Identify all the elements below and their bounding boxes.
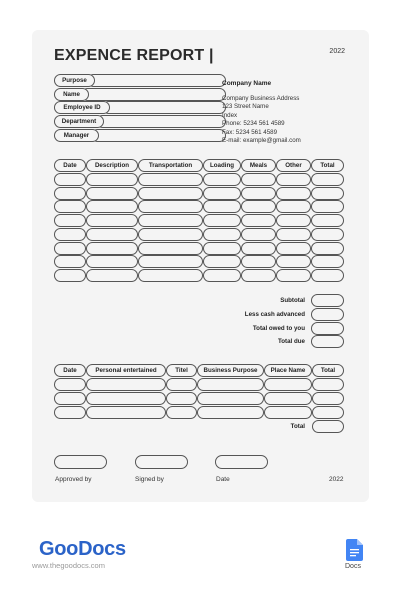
expense-cell[interactable]	[86, 269, 138, 282]
entertainment-cell[interactable]	[86, 392, 166, 405]
approved-by-field[interactable]	[54, 455, 107, 469]
info-field-input[interactable]	[91, 129, 226, 142]
expense-cell[interactable]	[138, 187, 203, 200]
entertainment-total-field[interactable]	[312, 420, 344, 433]
expense-cell[interactable]	[138, 173, 203, 186]
totals-label: Less cash advanced	[244, 310, 305, 318]
docs-label: Docs	[345, 563, 361, 570]
expense-cell[interactable]	[241, 173, 276, 186]
info-field-label: Employee ID	[54, 101, 110, 114]
entertainment-column-header: Place Name	[264, 364, 312, 377]
entertainment-cell[interactable]	[264, 378, 312, 391]
totals-value-field[interactable]	[311, 335, 344, 348]
expense-cell[interactable]	[54, 269, 86, 282]
report-title: EXPENCE REPORT |	[54, 47, 214, 64]
expense-cell[interactable]	[311, 214, 344, 227]
entertainment-column-header: Titel	[166, 364, 197, 377]
entertainment-cell[interactable]	[54, 406, 86, 419]
expense-column-header: Date	[54, 159, 86, 172]
expense-cell[interactable]	[54, 173, 86, 186]
expense-column-header: Transportation	[138, 159, 203, 172]
expense-cell[interactable]	[203, 187, 241, 200]
expense-cell[interactable]	[311, 228, 344, 241]
footer-year: 2022	[329, 476, 344, 483]
expense-cell[interactable]	[311, 242, 344, 255]
expense-cell[interactable]	[276, 255, 311, 268]
expense-cell[interactable]	[138, 200, 203, 213]
expense-cell[interactable]	[311, 269, 344, 282]
info-field-input[interactable]	[81, 88, 226, 101]
expense-cell[interactable]	[86, 173, 138, 186]
approved-by-label: Approved by	[55, 476, 92, 483]
expense-cell[interactable]	[241, 214, 276, 227]
expense-cell[interactable]	[311, 255, 344, 268]
company-address-line: Fax: 5234 561 4589	[222, 128, 278, 136]
google-docs-icon[interactable]	[346, 539, 363, 561]
totals-value-field[interactable]	[311, 308, 344, 321]
expense-cell[interactable]	[86, 255, 138, 268]
entertainment-column-header: Total	[312, 364, 344, 377]
expense-cell[interactable]	[54, 242, 86, 255]
expense-cell[interactable]	[203, 200, 241, 213]
expense-cell[interactable]	[241, 255, 276, 268]
entertainment-cell[interactable]	[264, 406, 312, 419]
expense-cell[interactable]	[203, 242, 241, 255]
expense-cell[interactable]	[138, 214, 203, 227]
expense-cell[interactable]	[241, 242, 276, 255]
info-field-label: Purpose	[54, 74, 95, 87]
info-field-label: Name	[54, 88, 89, 101]
expense-cell[interactable]	[86, 228, 138, 241]
expense-cell[interactable]	[276, 200, 311, 213]
expense-cell[interactable]	[276, 242, 311, 255]
expense-cell[interactable]	[138, 269, 203, 282]
expense-cell[interactable]	[54, 255, 86, 268]
entertainment-cell[interactable]	[166, 406, 197, 419]
expense-cell[interactable]	[241, 200, 276, 213]
company-address-line: 123 Street Name	[222, 103, 269, 111]
expense-cell[interactable]	[276, 269, 311, 282]
expense-cell[interactable]	[203, 228, 241, 241]
signed-by-label: Signed by	[135, 476, 164, 483]
entertainment-total-label: Total	[290, 423, 305, 431]
expense-cell[interactable]	[86, 242, 138, 255]
website-link[interactable]: www.thegoodocs.com	[32, 561, 105, 570]
goodocs-logo[interactable]: GooDocs	[39, 538, 126, 560]
info-field-input[interactable]	[87, 74, 226, 87]
report-year: 2022	[329, 48, 345, 55]
expense-column-header: Loading	[203, 159, 241, 172]
expense-cell[interactable]	[276, 173, 311, 186]
expense-cell[interactable]	[276, 187, 311, 200]
company-address-block	[222, 95, 301, 145]
entertainment-cell[interactable]	[197, 392, 264, 405]
signed-by-field[interactable]	[135, 455, 188, 469]
company-address-line: Company Business Address	[222, 95, 300, 102]
entertainment-cell[interactable]	[86, 406, 166, 419]
entertainment-cell[interactable]	[197, 378, 264, 391]
expense-cell[interactable]	[203, 255, 241, 268]
info-field-label: Manager	[54, 129, 99, 142]
report-page	[32, 30, 369, 502]
expense-cell[interactable]	[203, 269, 241, 282]
company-name: Company Name	[222, 80, 272, 87]
entertainment-cell[interactable]	[166, 392, 197, 405]
expense-cell[interactable]	[241, 187, 276, 200]
company-address-line: Index	[222, 111, 238, 119]
expense-column-header: Total	[311, 159, 344, 172]
entertainment-cell[interactable]	[54, 392, 86, 405]
entertainment-column-header: Date	[54, 364, 86, 377]
entertainment-cell[interactable]	[264, 392, 312, 405]
expense-cell[interactable]	[203, 173, 241, 186]
company-address-line: Phone: 5234 561 4589	[222, 120, 285, 128]
expense-cell[interactable]	[241, 228, 276, 241]
expense-cell[interactable]	[86, 200, 138, 213]
entertainment-cell[interactable]	[312, 406, 344, 419]
expense-cell[interactable]	[311, 173, 344, 186]
company-address-line: E-mail: example@gmail.com	[222, 137, 301, 145]
expense-cell[interactable]	[311, 200, 344, 213]
expense-cell[interactable]	[138, 255, 203, 268]
expense-cell[interactable]	[86, 214, 138, 227]
totals-label: Total owed to you	[252, 324, 305, 332]
entertainment-cell[interactable]	[166, 378, 197, 391]
entertainment-cell[interactable]	[197, 406, 264, 419]
expense-cell[interactable]	[54, 214, 86, 227]
expense-cell[interactable]	[54, 228, 86, 241]
expense-cell[interactable]	[311, 187, 344, 200]
expense-cell[interactable]	[54, 187, 86, 200]
expense-cell[interactable]	[138, 242, 203, 255]
totals-value-field[interactable]	[311, 294, 344, 307]
entertainment-cell[interactable]	[54, 378, 86, 391]
totals-label: Total due	[277, 338, 305, 346]
expense-cell[interactable]	[276, 214, 311, 227]
expense-cell[interactable]	[54, 200, 86, 213]
totals-value-field[interactable]	[311, 322, 344, 335]
entertainment-cell[interactable]	[86, 378, 166, 391]
info-field-input[interactable]	[96, 115, 226, 128]
expense-cell[interactable]	[86, 187, 138, 200]
entertainment-cell[interactable]	[312, 392, 344, 405]
expense-column-header: Meals	[241, 159, 276, 172]
entertainment-column-header: Personal entertained	[86, 364, 166, 377]
expense-cell[interactable]	[241, 269, 276, 282]
entertainment-cell[interactable]	[312, 378, 344, 391]
info-field-input[interactable]	[102, 101, 226, 114]
expense-cell[interactable]	[276, 228, 311, 241]
expense-column-header: Other	[276, 159, 311, 172]
expense-cell[interactable]	[138, 228, 203, 241]
totals-label: Subtotal	[280, 297, 305, 304]
entertainment-column-header: Business Purpose	[197, 364, 264, 377]
expense-column-header: Description	[86, 159, 138, 172]
date-label: Date	[216, 476, 230, 483]
expense-cell[interactable]	[203, 214, 241, 227]
date-field[interactable]	[215, 455, 268, 469]
info-field-label: Department	[54, 115, 104, 128]
